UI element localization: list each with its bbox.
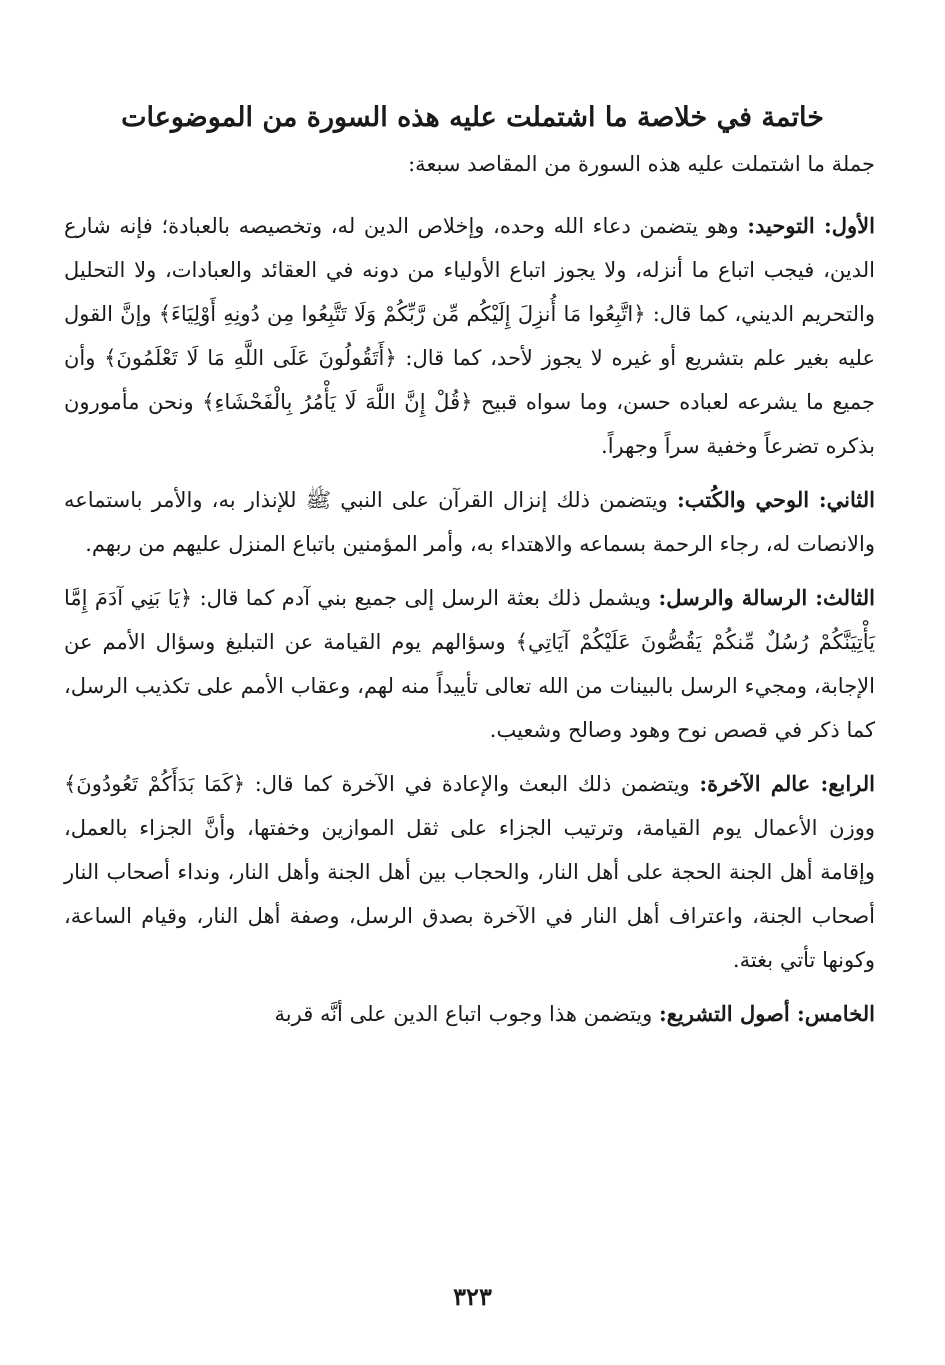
page-title: خاتمة في خلاصة ما اشتملت عليه هذه السورة من الموضوعات <box>121 102 824 133</box>
page-number: ٣٢٣ <box>453 1282 492 1311</box>
section-legislation <box>64 992 881 1036</box>
intro-text: جملة ما اشتملت عليه هذه السورة من المقاصد سبعة: <box>408 152 875 176</box>
section-body: ويتضمن ذلك إنزال القرآن على النبي ﷺ للإنذار به، والأمر باستماعه والانصات له، رجاء الرحمة بسماعه والاهتداء به، وأمر المؤمنين باتباع المنزل عليهم من ربهم. <box>64 488 875 556</box>
section-body: وهو يتضمن دعاء الله وحده، وإخلاص الدين له، وتخصيصه بالعبادة؛ فإنه شارع الدين، فيجب اتباع ما أنزله، ولا يجوز اتباع الأولياء من دونه في العقائد والعبادات، ولا التحليل والتحريم الديني، كما قال: ﴿اتَّبِعُوا مَا أُنزِلَ إِلَيْكُم مِّن رَّبِّكُمْ وَلَا تَتَّبِعُوا مِن دُونِهِ أَوْلِيَاءَ﴾ وإنَّ القول عليه بغير علم بتشريع أو غيره لا يجوز لأحد، كما قال: ﴿أَتَقُولُونَ عَلَى اللَّهِ مَا لَا تَعْلَمُونَ﴾ وأن جميع ما يشرعه لعباده حسن، وما سواه قبيح ﴿قُلْ إِنَّ اللَّهَ لَا يَأْمُرُ بِالْفَحْشَاءِ﴾ ونحن مأمورون بذكره تضرعاً وخفية سراً وجهراً. <box>64 214 875 458</box>
section-revelation <box>64 478 881 566</box>
section-heading: الأول: التوحيد: <box>747 213 875 238</box>
section-tawheed <box>64 204 881 468</box>
section-body: ويتضمن ذلك البعث والإعادة في الآخرة كما قال: ﴿كَمَا بَدَأَكُمْ تَعُودُونَ﴾ ووزن الأعمال يوم القيامة، وترتيب الجزاء على ثقل الموازين وخفتها، وأنَّ الجزاء بالعمل، وإقامة أهل الجنة الحجة على أهل النار، والحجاب بين أهل الجنة وأهل النار، ونداء أصحاب النار أصحاب الجنة، واعتراف أهل النار في الآخرة بصدق الرسل، وصفة أهل النار، وقيام الساعة، وكونها تأتي بغتة. <box>64 772 875 972</box>
section-messengers <box>64 576 881 752</box>
section-heading: الثالث: الرسالة والرسل: <box>658 585 876 610</box>
section-hereafter <box>64 762 881 982</box>
section-heading: الخامس: أصول التشريع: <box>658 1001 875 1026</box>
section-body: ويتضمن هذا وجوب اتباع الدين على أنَّه قربة <box>274 1002 659 1026</box>
section-body: ويشمل ذلك بعثة الرسل إلى جميع بني آدم كما قال: ﴿يَا بَنِي آدَمَ إِمَّا يَأْتِيَنَّكُمْ رُسُلٌ مِّنكُمْ يَقُصُّونَ عَلَيْكُمْ آيَاتِي﴾ وسؤالهم يوم القيامة عن التبليغ وسؤال الأمم عن الإجابة، ومجيء الرسل بالبينات من الله تعالى تأييداً منه لهم، وعقاب الأمم على تكذيب الرسل، كما ذكر في قصص نوح وهود وصالح وشعيب. <box>64 586 875 742</box>
section-heading: الرابع: عالم الآخرة: <box>699 771 875 796</box>
section-heading: الثاني: الوحي والكُتب: <box>677 487 875 512</box>
